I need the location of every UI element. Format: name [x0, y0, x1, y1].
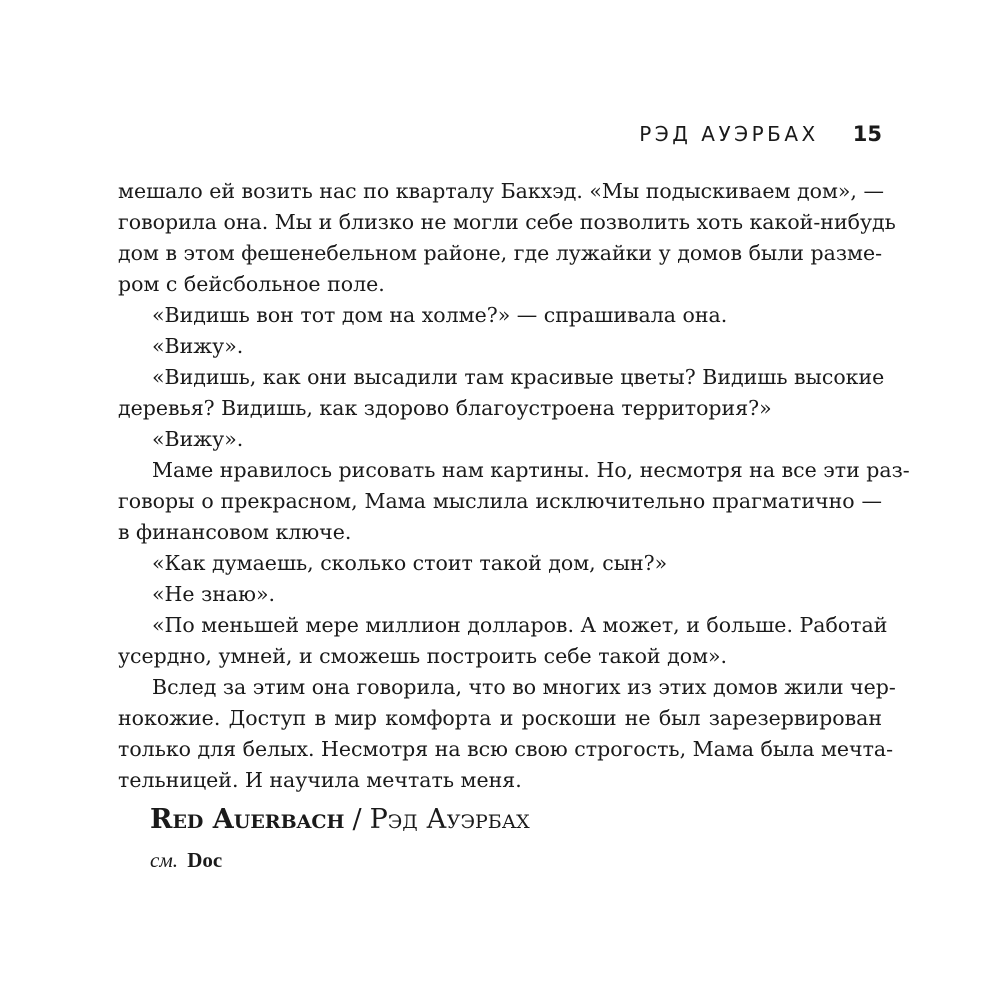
- page-number: 15: [852, 122, 882, 146]
- text-line: в финансовом ключе.: [118, 520, 352, 544]
- text-line: усердно, умней, и сможешь построить себе такой дом».: [118, 644, 728, 668]
- text-line: тельницей. И научила мечтать меня.: [118, 768, 522, 792]
- entry-heading-english: Red Auerbach: [150, 804, 345, 835]
- text-line: только для белых. Несмотря на всю свою строгость, Мама была мечта-: [118, 737, 894, 761]
- entry-heading-russian: Рэд Ауэрбах: [369, 804, 530, 835]
- text-line: деревья? Видишь, как здорово благоустроена территория?»: [118, 396, 772, 420]
- text-line: «Видишь, как они высадили там красивые цветы? Видишь высокие: [152, 365, 885, 389]
- entry-heading-separator: /: [352, 804, 362, 835]
- text-line: «Не знаю».: [152, 582, 276, 606]
- text-line: говоры о прекрасном, Мама мыслила исключительно прагматично —: [118, 489, 882, 513]
- text-line: дом в этом фешенебельном районе, где лужайки у домов были разме-: [118, 241, 882, 265]
- text-line: «Видишь вон тот дом на холме?» — спрашивала она.: [152, 303, 728, 327]
- text-line: «Как думаешь, сколько стоит такой дом, сын?»: [152, 551, 668, 575]
- entry-heading: [150, 800, 530, 840]
- cross-reference-target: Doc: [187, 848, 223, 872]
- cross-reference-label: см.: [150, 848, 178, 872]
- text-line: «Вижу».: [152, 334, 244, 358]
- text-line: Вслед за этим она говорила, что во многих из этих домов жили чер-: [152, 675, 896, 699]
- entry-block: [150, 800, 530, 873]
- running-title: РЭД АУЭРБАХ: [639, 122, 819, 146]
- text-line: ром с бейсбольное поле.: [118, 272, 385, 296]
- body-text: [118, 176, 910, 796]
- text-line: «По меньшей мере миллион долларов. А может, и больше. Работай: [152, 613, 888, 637]
- running-header: [639, 122, 882, 146]
- text-line: мешало ей возить нас по кварталу Бакхэд. «Мы подыскиваем дом», —: [118, 179, 884, 203]
- text-line: Маме нравилось рисовать нам картины. Но, несмотря на все эти раз-: [152, 458, 910, 482]
- text-line: «Вижу».: [152, 427, 244, 451]
- text-line: говорила она. Мы и близко не могли себе позволить хоть какой-нибудь: [118, 210, 896, 234]
- text-line: нокожие. Доступ в мир комфорта и роскоши не был зарезервирован: [118, 706, 882, 730]
- cross-reference: [150, 848, 530, 873]
